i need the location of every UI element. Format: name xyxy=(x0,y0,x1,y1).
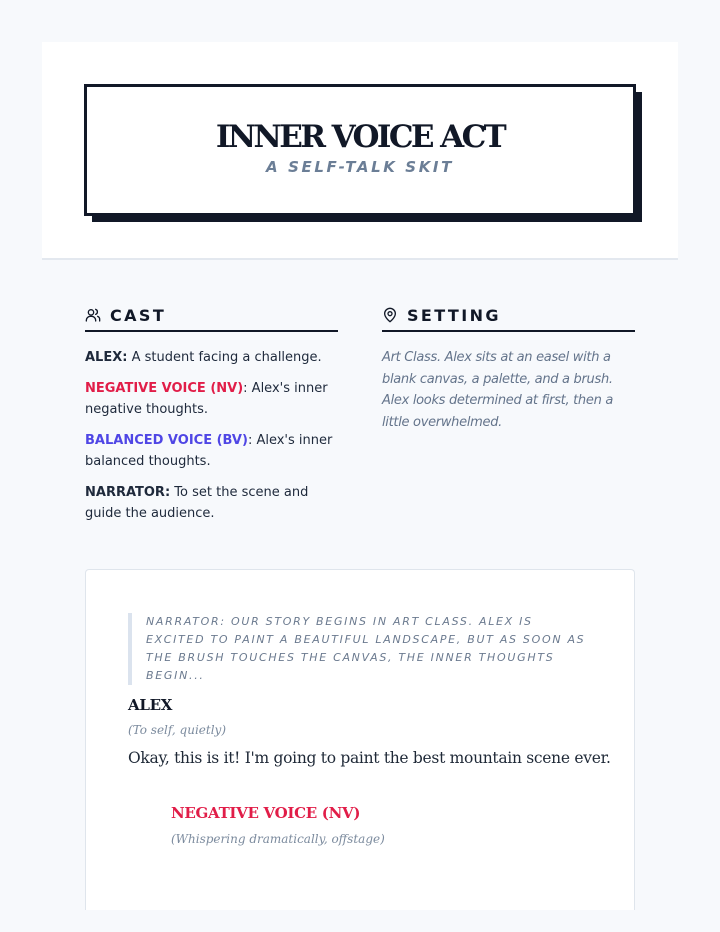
narrator-line: NARRATOR: OUR STORY BEGINS IN ART CLASS. ALEX IS EXCITED TO PAINT A BEAUTIFUL LANDSCAPE, BUT AS SOON AS THE BRUSH TOUCHES THE CANVAS, THE INNER THOUGHTS BEGIN... xyxy=(128,613,594,685)
cast-section xyxy=(85,300,338,534)
map-pin-icon xyxy=(382,307,398,323)
setting-heading xyxy=(382,300,635,332)
title-header xyxy=(42,42,678,260)
cast-desc: Alex's inner balanced thoughts. xyxy=(85,433,333,469)
stage-direction: (To self, quietly) xyxy=(128,723,227,737)
cast-name: ALEX: xyxy=(85,350,128,365)
setting-description: Art Class. Alex sits at an easel with a blank canvas, a palette, and a brush. Alex looks determined at first, then a little overwhelmed. xyxy=(382,350,614,430)
cast-heading xyxy=(85,300,338,332)
speaker-negative-voice: NEGATIVE VOICE (NV) xyxy=(171,804,361,822)
cast-item-balanced-voice xyxy=(85,430,338,472)
cast-desc: Alex's inner negative thoughts. xyxy=(85,381,328,417)
cast-heading-label: CAST xyxy=(110,305,167,325)
page-title: INNER VOICE ACT xyxy=(215,119,505,155)
setting-section xyxy=(382,300,635,433)
stage-direction: (Whispering dramatically, offstage) xyxy=(171,832,385,846)
page-subtitle: A SELF-TALK SKIT xyxy=(266,158,454,176)
cast-desc: To set the scene and guide the audience. xyxy=(85,485,309,521)
users-icon xyxy=(85,307,101,323)
cast-sep: : xyxy=(243,381,248,396)
script-card xyxy=(85,569,635,910)
title-box xyxy=(84,84,636,216)
cast-sep: : xyxy=(247,433,253,448)
cast-name: NARRATOR: xyxy=(85,485,171,500)
cast-item-negative-voice xyxy=(85,378,338,420)
cast-name: NEGATIVE VOICE (NV) xyxy=(85,381,244,396)
dialogue-line: Okay, this is it! I'm going to paint the best mountain scene ever. xyxy=(128,749,611,767)
setting-heading-label: SETTING xyxy=(407,305,501,325)
cast-name: BALANCED VOICE (BV) xyxy=(85,433,248,448)
cast-item-narrator xyxy=(85,482,338,524)
cast-desc: A student facing a challenge. xyxy=(127,350,322,365)
speaker-alex: ALEX xyxy=(128,696,173,714)
cast-list xyxy=(85,347,338,524)
cast-item-alex xyxy=(85,347,338,368)
